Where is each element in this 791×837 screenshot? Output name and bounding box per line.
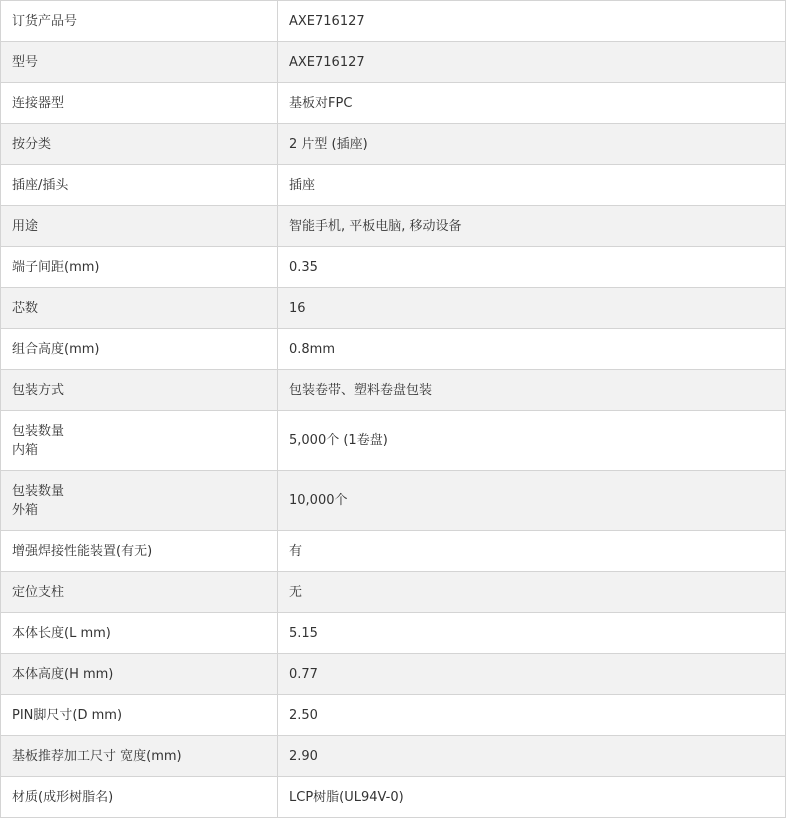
table-row xyxy=(1,572,786,613)
spec-label: 本体长度(L mm) xyxy=(12,625,111,641)
spec-label: PIN脚尺寸(D mm) xyxy=(12,707,123,723)
spec-value: 0.35 xyxy=(278,247,786,288)
spec-label: 包装方式 xyxy=(12,382,65,398)
spec-label: 插座/插头 xyxy=(12,177,69,193)
spec-label: 订货产品号 xyxy=(12,13,78,29)
spec-label: 型号 xyxy=(12,54,39,70)
spec-label-cell xyxy=(1,411,278,471)
table-row xyxy=(1,1,786,42)
spec-value: 16 xyxy=(278,288,786,329)
spec-label-cell xyxy=(1,613,278,654)
spec-value: AXE716127 xyxy=(278,1,786,42)
spec-value: AXE716127 xyxy=(278,42,786,83)
table-row xyxy=(1,654,786,695)
table-row xyxy=(1,531,786,572)
spec-value: 2.90 xyxy=(278,736,786,777)
spec-label: 基板推荐加工尺寸 宽度(mm) xyxy=(12,748,182,764)
spec-value: 基板对FPC xyxy=(278,83,786,124)
spec-label-cell xyxy=(1,370,278,411)
table-row xyxy=(1,370,786,411)
table-row xyxy=(1,247,786,288)
spec-label: 材质(成形树脂名) xyxy=(12,789,114,805)
spec-label: 外箱 xyxy=(12,502,39,518)
spec-label-cell xyxy=(1,206,278,247)
spec-label-cell xyxy=(1,42,278,83)
spec-label: 按分类 xyxy=(12,136,52,152)
spec-label: 用途 xyxy=(12,218,39,234)
table-row xyxy=(1,411,786,471)
table-row xyxy=(1,329,786,370)
spec-value: 插座 xyxy=(278,165,786,206)
table-row xyxy=(1,288,786,329)
table-row xyxy=(1,165,786,206)
spec-value: 0.77 xyxy=(278,654,786,695)
spec-value: 智能手机, 平板电脑, 移动设备 xyxy=(278,206,786,247)
spec-label-cell xyxy=(1,654,278,695)
spec-value: 无 xyxy=(278,572,786,613)
spec-label: 本体高度(H mm) xyxy=(12,666,114,682)
spec-label-cell xyxy=(1,471,278,531)
spec-label-cell xyxy=(1,572,278,613)
spec-label-cell xyxy=(1,777,278,818)
spec-label: 包装数量 xyxy=(12,423,65,439)
spec-label: 增强焊接性能装置(有无) xyxy=(12,543,153,559)
table-row xyxy=(1,206,786,247)
spec-label-cell xyxy=(1,124,278,165)
spec-value: LCP树脂(UL94V-0) xyxy=(278,777,786,818)
spec-label: 包装数量 xyxy=(12,483,65,499)
spec-label-cell xyxy=(1,83,278,124)
spec-value: 0.8mm xyxy=(278,329,786,370)
spec-table-body xyxy=(1,1,786,818)
spec-label-cell xyxy=(1,695,278,736)
spec-label: 组合高度(mm) xyxy=(12,341,100,357)
spec-label: 连接器型 xyxy=(12,95,65,111)
spec-label-cell xyxy=(1,531,278,572)
spec-label-cell xyxy=(1,247,278,288)
spec-label: 端子间距(mm) xyxy=(12,259,100,275)
table-row xyxy=(1,42,786,83)
spec-value: 包装卷带、塑料卷盘包装 xyxy=(278,370,786,411)
spec-label-cell xyxy=(1,329,278,370)
table-row xyxy=(1,777,786,818)
spec-label: 内箱 xyxy=(12,442,39,458)
table-row xyxy=(1,695,786,736)
spec-label-cell xyxy=(1,736,278,777)
spec-value: 5,000个 (1卷盘) xyxy=(278,411,786,471)
spec-label-cell xyxy=(1,165,278,206)
spec-value: 2.50 xyxy=(278,695,786,736)
table-row xyxy=(1,83,786,124)
spec-label: 定位支柱 xyxy=(12,584,65,600)
spec-value: 2 片型 (插座) xyxy=(278,124,786,165)
spec-label-cell xyxy=(1,1,278,42)
table-row xyxy=(1,736,786,777)
table-row xyxy=(1,613,786,654)
table-row xyxy=(1,471,786,531)
spec-value: 有 xyxy=(278,531,786,572)
spec-label: 芯数 xyxy=(12,300,39,316)
spec-label-cell xyxy=(1,288,278,329)
spec-value: 10,000个 xyxy=(278,471,786,531)
spec-value: 5.15 xyxy=(278,613,786,654)
table-row xyxy=(1,124,786,165)
